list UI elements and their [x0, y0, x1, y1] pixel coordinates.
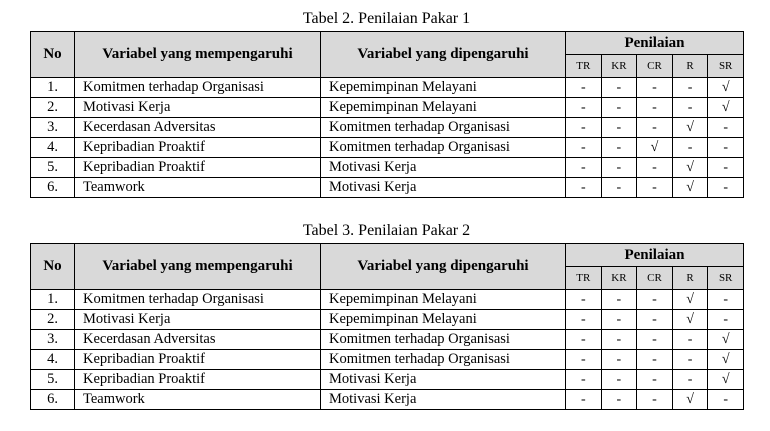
- header-variabel-mempengaruhi: Variabel yang mempengaruhi: [75, 244, 321, 290]
- variabel-dipengaruhi: Motivasi Kerja: [321, 390, 566, 410]
- table-row: [31, 158, 744, 178]
- mark-cr: -: [637, 390, 673, 410]
- mark-cr: -: [637, 158, 673, 178]
- mark-kr: -: [601, 330, 637, 350]
- mark-cr: -: [637, 178, 673, 198]
- mark-tr: -: [566, 118, 602, 138]
- mark-cr: √: [637, 138, 673, 158]
- variabel-dipengaruhi: Motivasi Kerja: [321, 370, 566, 390]
- mark-tr: -: [566, 78, 602, 98]
- mark-cr: -: [637, 98, 673, 118]
- mark-kr: -: [601, 178, 637, 198]
- table-row: [31, 370, 744, 390]
- row-number: 5.: [31, 370, 75, 390]
- table-row: [31, 330, 744, 350]
- mark-sr: √: [708, 370, 744, 390]
- mark-cr: -: [637, 118, 673, 138]
- table-row: [31, 350, 744, 370]
- mark-sr: -: [708, 158, 744, 178]
- mark-sr: -: [708, 310, 744, 330]
- mark-kr: -: [601, 138, 637, 158]
- mark-cr: -: [637, 78, 673, 98]
- mark-tr: -: [566, 98, 602, 118]
- mark-tr: -: [566, 310, 602, 330]
- row-number: 3.: [31, 330, 75, 350]
- mark-tr: -: [566, 330, 602, 350]
- header-rating-r: R: [672, 55, 708, 78]
- header-rating-kr: KR: [601, 267, 637, 290]
- table-caption: Tabel 2. Penilaian Pakar 1: [302, 10, 471, 27]
- header-rating-r: R: [672, 267, 708, 290]
- mark-kr: -: [601, 390, 637, 410]
- table-row: [31, 178, 744, 198]
- table-row: [31, 390, 744, 410]
- mark-r: √: [672, 118, 708, 138]
- header-rating-kr: KR: [601, 55, 637, 78]
- mark-r: -: [672, 78, 708, 98]
- variabel-mempengaruhi: Komitmen terhadap Organisasi: [75, 78, 321, 98]
- mark-kr: -: [601, 350, 637, 370]
- variabel-mempengaruhi: Komitmen terhadap Organisasi: [75, 290, 321, 310]
- header-variabel-dipengaruhi: Variabel yang dipengaruhi: [321, 244, 566, 290]
- header-rating-tr: TR: [566, 267, 602, 290]
- variabel-mempengaruhi: Kepribadian Proaktif: [75, 138, 321, 158]
- variabel-dipengaruhi: Motivasi Kerja: [321, 178, 566, 198]
- variabel-mempengaruhi: Teamwork: [75, 390, 321, 410]
- mark-tr: -: [566, 390, 602, 410]
- mark-r: -: [672, 370, 708, 390]
- table-penilaian-pakar-2: [30, 220, 743, 410]
- mark-kr: -: [601, 290, 637, 310]
- mark-tr: -: [566, 370, 602, 390]
- table-penilaian-pakar-1: [30, 8, 743, 198]
- header-rating-cr: CR: [637, 267, 673, 290]
- table-body: [31, 290, 744, 410]
- mark-kr: -: [601, 158, 637, 178]
- row-number: 2.: [31, 310, 75, 330]
- mark-cr: -: [637, 350, 673, 370]
- row-number: 6.: [31, 178, 75, 198]
- header-rating-sr: SR: [708, 55, 744, 78]
- variabel-dipengaruhi: Kepemimpinan Melayani: [321, 310, 566, 330]
- variabel-dipengaruhi: Komitmen terhadap Organisasi: [321, 118, 566, 138]
- variabel-mempengaruhi: Teamwork: [75, 178, 321, 198]
- table-row: [31, 310, 744, 330]
- header-variabel-dipengaruhi: Variabel yang dipengaruhi: [321, 32, 566, 78]
- row-number: 3.: [31, 118, 75, 138]
- variabel-mempengaruhi: Kepribadian Proaktif: [75, 350, 321, 370]
- row-number: 4.: [31, 350, 75, 370]
- mark-sr: √: [708, 350, 744, 370]
- header-variabel-mempengaruhi: Variabel yang mempengaruhi: [75, 32, 321, 78]
- mark-sr: -: [708, 118, 744, 138]
- variabel-mempengaruhi: Motivasi Kerja: [75, 98, 321, 118]
- header-rating-tr: TR: [566, 55, 602, 78]
- mark-sr: √: [708, 98, 744, 118]
- header-rating-sr: SR: [708, 267, 744, 290]
- mark-kr: -: [601, 78, 637, 98]
- mark-kr: -: [601, 310, 637, 330]
- mark-r: √: [672, 310, 708, 330]
- header-penilaian: Penilaian: [566, 32, 744, 55]
- row-number: 6.: [31, 390, 75, 410]
- mark-cr: -: [637, 370, 673, 390]
- mark-tr: -: [566, 138, 602, 158]
- variabel-dipengaruhi: Motivasi Kerja: [321, 158, 566, 178]
- mark-cr: -: [637, 310, 673, 330]
- table-row: [31, 78, 744, 98]
- mark-tr: -: [566, 158, 602, 178]
- mark-kr: -: [601, 370, 637, 390]
- mark-sr: √: [708, 330, 744, 350]
- mark-r: √: [672, 290, 708, 310]
- mark-tr: -: [566, 290, 602, 310]
- table-row: [31, 98, 744, 118]
- mark-sr: √: [708, 78, 744, 98]
- variabel-mempengaruhi: Motivasi Kerja: [75, 310, 321, 330]
- mark-r: √: [672, 158, 708, 178]
- mark-sr: -: [708, 138, 744, 158]
- variabel-mempengaruhi: Kecerdasan Adversitas: [75, 330, 321, 350]
- mark-r: √: [672, 178, 708, 198]
- variabel-mempengaruhi: Kepribadian Proaktif: [75, 370, 321, 390]
- assessment-table: [30, 31, 744, 198]
- variabel-dipengaruhi: Komitmen terhadap Organisasi: [321, 330, 566, 350]
- mark-kr: -: [601, 98, 637, 118]
- variabel-dipengaruhi: Kepemimpinan Melayani: [321, 290, 566, 310]
- mark-r: -: [672, 138, 708, 158]
- mark-sr: -: [708, 390, 744, 410]
- mark-cr: -: [637, 290, 673, 310]
- table-caption: Tabel 3. Penilaian Pakar 2: [302, 222, 471, 239]
- header-no: No: [31, 32, 75, 78]
- variabel-dipengaruhi: Komitmen terhadap Organisasi: [321, 138, 566, 158]
- table-row: [31, 290, 744, 310]
- header-rating-cr: CR: [637, 55, 673, 78]
- row-number: 2.: [31, 98, 75, 118]
- variabel-dipengaruhi: Kepemimpinan Melayani: [321, 78, 566, 98]
- mark-tr: -: [566, 350, 602, 370]
- variabel-dipengaruhi: Komitmen terhadap Organisasi: [321, 350, 566, 370]
- mark-r: -: [672, 330, 708, 350]
- row-number: 5.: [31, 158, 75, 178]
- header-penilaian: Penilaian: [566, 244, 744, 267]
- header-no: No: [31, 244, 75, 290]
- mark-kr: -: [601, 118, 637, 138]
- row-number: 1.: [31, 78, 75, 98]
- mark-tr: -: [566, 178, 602, 198]
- mark-sr: -: [708, 290, 744, 310]
- table-body: [31, 78, 744, 198]
- mark-r: -: [672, 350, 708, 370]
- assessment-table: [30, 243, 744, 410]
- mark-r: √: [672, 390, 708, 410]
- mark-r: -: [672, 98, 708, 118]
- variabel-mempengaruhi: Kecerdasan Adversitas: [75, 118, 321, 138]
- table-row: [31, 118, 744, 138]
- mark-sr: -: [708, 178, 744, 198]
- table-row: [31, 138, 744, 158]
- variabel-mempengaruhi: Kepribadian Proaktif: [75, 158, 321, 178]
- row-number: 1.: [31, 290, 75, 310]
- row-number: 4.: [31, 138, 75, 158]
- mark-cr: -: [637, 330, 673, 350]
- variabel-dipengaruhi: Kepemimpinan Melayani: [321, 98, 566, 118]
